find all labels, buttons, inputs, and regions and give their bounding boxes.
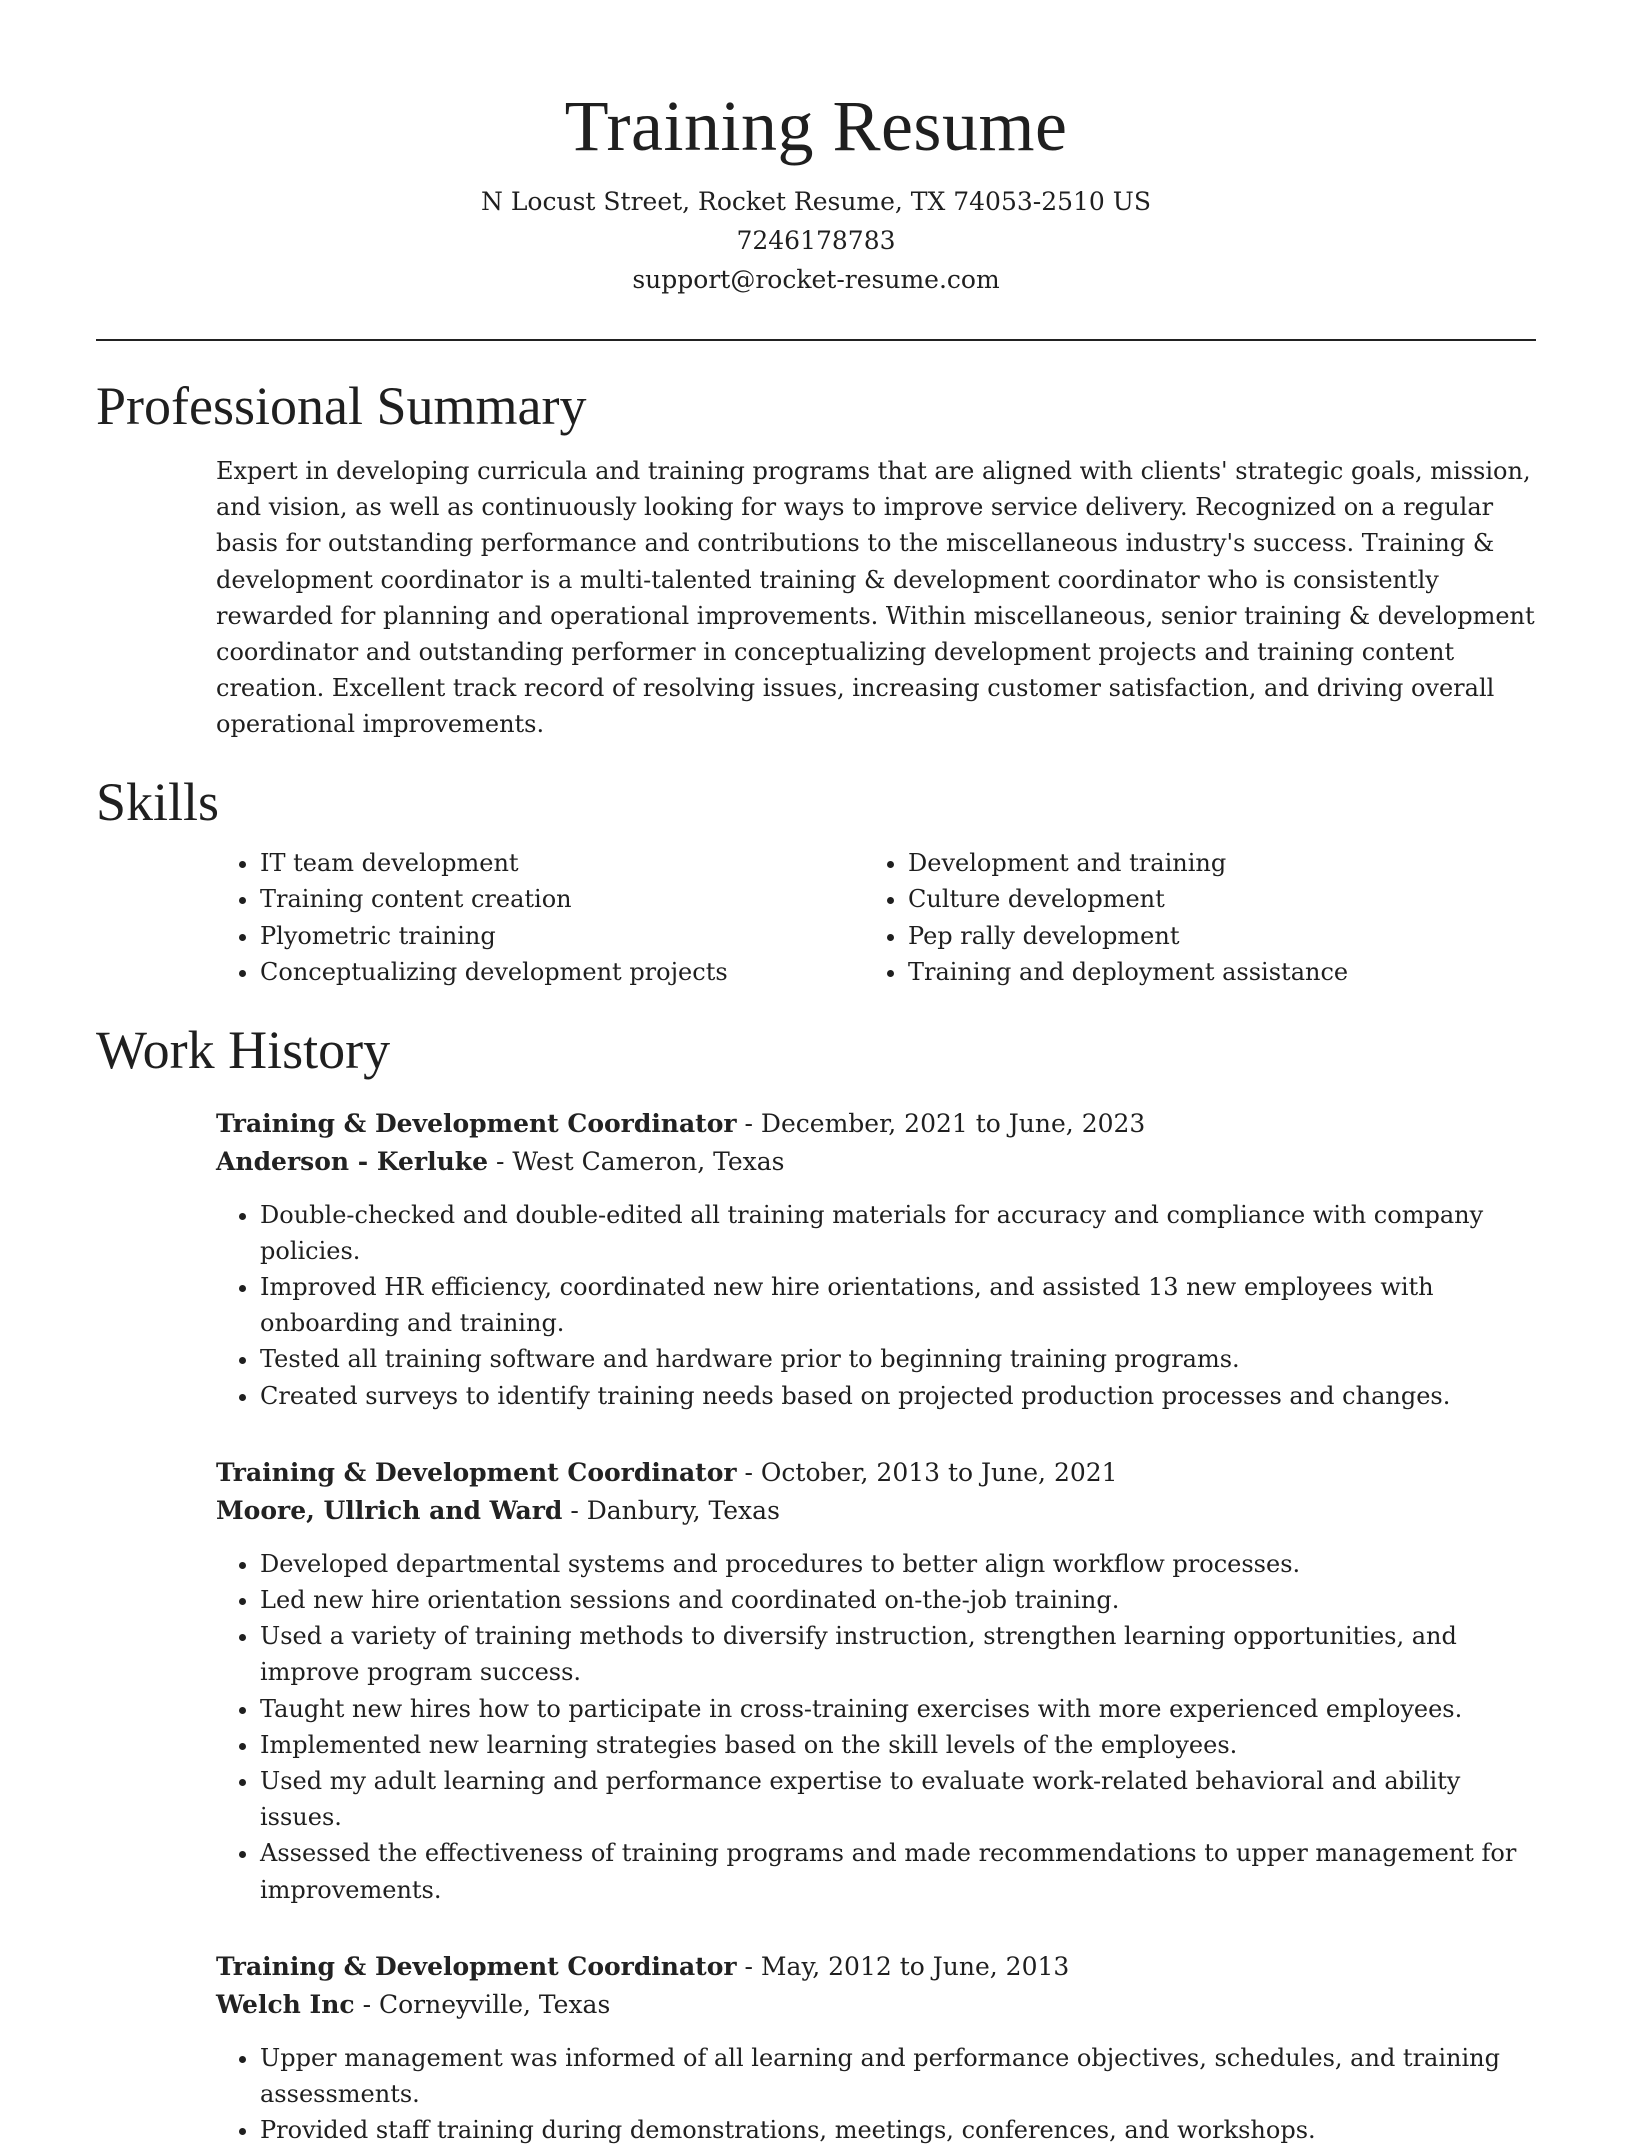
job-title: Training & Development Coordinator <box>216 1951 737 1981</box>
job-title-line <box>216 1454 1536 1492</box>
job-company: Moore, Ullrich and Ward <box>216 1495 563 1525</box>
summary-text: Expert in developing curricula and training programs that are aligned with clients' strategic goals, mission, and vision, as well as continuously looking for ways to improve service delivery. Recognized on a regular basis for outstanding performance and contributions to the miscellaneous industry's success. Training & development coordinator is a multi-talented training & development coordinator who is consistently rewarded for planning and operational improvements. Within miscellaneous, senior training & development coordinator and outstanding performer in conceptualizing development projects and training content creation. Excellent track record of resolving issues, increasing customer satisfaction, and driving overall operational improvements. <box>216 457 1535 739</box>
work-history-section <box>96 1019 1536 2148</box>
resume-header <box>96 78 1536 299</box>
job-dates: - October, 2013 to June, 2021 <box>736 1457 1118 1487</box>
duty-item: • Improved HR efficiency, coordinated new hire orientations, and assisted 13 new employees with onboarding and training. <box>260 1269 1536 1341</box>
skills-section <box>96 771 1536 991</box>
duty-item: • Developed departmental systems and procedures to better align workflow processes. <box>260 1546 1536 1582</box>
summary-body <box>96 453 1536 743</box>
duty-item: • Provided staff training during demonstrations, meetings, conferences, and workshops. <box>260 2112 1536 2148</box>
job-company-line <box>216 1492 1536 1530</box>
duty-item: • Led new hire orientation sessions and coordinated on-the-job training. <box>260 1582 1536 1618</box>
contact-block <box>96 182 1536 299</box>
work-history-heading: Work History <box>96 1019 391 1080</box>
contact-phone: 7246178783 <box>736 226 896 255</box>
contact-address: N Locust Street, Rocket Resume, TX 74053-2510 US <box>481 187 1151 216</box>
job-company: Anderson - Kerluke <box>216 1146 488 1176</box>
job-location: - West Cameron, Texas <box>488 1146 785 1176</box>
skills-grid <box>216 845 1536 991</box>
duty-item: • Tested all training software and hardware prior to beginning training programs. <box>260 1341 1536 1377</box>
skill-item: • Development and training <box>908 845 1348 882</box>
skill-item: • Plyometric training <box>260 918 864 955</box>
skill-item: • Pep rally development <box>908 918 1348 955</box>
skills-list-left <box>216 845 864 991</box>
duty-item: • Upper management was informed of all learning and performance objectives, schedules, and training assessments. <box>260 2040 1536 2112</box>
summary-heading: Professional Summary <box>96 376 587 436</box>
header-divider <box>96 339 1536 341</box>
duty-item: • Assessed the effectiveness of training programs and made recommendations to upper management for improvements. <box>260 1835 1536 1907</box>
job-entry <box>216 1454 1536 1908</box>
duty-item: • Taught new hires how to participate in cross-training exercises with more experienced employees. <box>260 1691 1536 1727</box>
skill-item: • Conceptualizing development projects <box>260 954 864 991</box>
job-company-line <box>216 1986 1536 2024</box>
skill-item: • Training content creation <box>260 881 864 918</box>
skills-list-right <box>864 845 1348 991</box>
job-title-line <box>216 1948 1536 1986</box>
duty-item: • Used a variety of training methods to diversify instruction, strengthen learning opportunities, and improve program success. <box>260 1618 1536 1690</box>
job-duties <box>216 1197 1536 1414</box>
skill-item: • IT team development <box>260 845 864 882</box>
contact-email: support@rocket-resume.com <box>632 265 1000 294</box>
skill-item: • Culture development <box>908 881 1348 918</box>
duty-item: • Double-checked and double-edited all training materials for accuracy and compliance with company policies. <box>260 1197 1536 1269</box>
job-company-line <box>216 1143 1536 1181</box>
skill-item: • Training and deployment assistance <box>908 954 1348 991</box>
job-entry <box>216 1105 1536 1414</box>
job-location: - Corneyville, Texas <box>354 1989 611 2019</box>
summary-section <box>96 375 1536 743</box>
job-entry <box>216 1948 1536 2148</box>
work-history-body <box>96 1105 1536 2148</box>
job-dates: - December, 2021 to June, 2023 <box>736 1108 1146 1138</box>
duty-item: • Created surveys to identify training needs based on projected production processes and changes. <box>260 1378 1536 1414</box>
job-title: Training & Development Coordinator <box>216 1457 737 1487</box>
skills-body <box>96 845 1536 991</box>
job-duties <box>216 1546 1536 1908</box>
job-dates: - May, 2012 to June, 2013 <box>736 1951 1070 1981</box>
job-duties <box>216 2040 1536 2148</box>
duty-item: • Implemented new learning strategies based on the skill levels of the employees. <box>260 1727 1536 1763</box>
duty-item: • Used my adult learning and performance expertise to evaluate work-related behavioral and ability issues. <box>260 1763 1536 1835</box>
job-title: Training & Development Coordinator <box>216 1108 737 1138</box>
job-location: - Danbury, Texas <box>562 1495 780 1525</box>
job-company: Welch Inc <box>216 1989 355 2019</box>
resume-title: Training Resume <box>564 86 1068 166</box>
job-title-line <box>216 1105 1536 1143</box>
skills-heading: Skills <box>96 771 220 832</box>
